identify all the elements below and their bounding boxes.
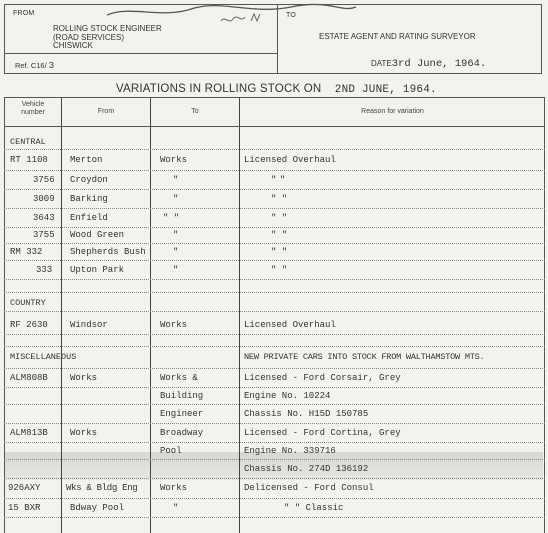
ref-value: 3 (48, 61, 55, 71)
row-rule (4, 292, 545, 293)
row-rule (4, 260, 545, 261)
section-heading: COUNTRY (10, 298, 46, 308)
row-rule (4, 149, 545, 150)
vehicle-number: RM 332 (10, 247, 43, 257)
vehicle-number: 3755 (33, 230, 55, 240)
row-rule (4, 170, 545, 171)
title-text: VARIATIONS IN ROLLING STOCK ON (116, 83, 322, 95)
vehicle-number: 926AXY (8, 483, 41, 493)
from-cell: Enfield (70, 213, 108, 223)
reason-cell: Licensed - Ford Corsair, Grey (244, 373, 401, 383)
column-rule (61, 97, 62, 533)
row-rule (4, 404, 545, 405)
from-cell: Wks & Bldg Eng (66, 483, 138, 493)
to-cell: Works (160, 155, 188, 165)
to-cell: Works (160, 483, 188, 493)
to-value: ESTATE AGENT AND RATING SURVEYOR (319, 32, 476, 41)
title-date: 2ND JUNE, 1964. (334, 84, 437, 96)
vehicle-number: 15 BXR (8, 503, 41, 513)
vehicle-number: ALM813B (10, 428, 48, 438)
header-row-rule (4, 126, 545, 127)
header-box (4, 4, 542, 74)
reason-cell: Licensed Overhaul (244, 155, 336, 165)
to-cell: " (173, 175, 179, 185)
to-cell: Engineer (160, 409, 204, 419)
row-rule (4, 208, 545, 209)
from-cell: Works (70, 428, 98, 438)
row-rule (4, 498, 545, 499)
row-rule (4, 243, 545, 244)
to-cell: " (173, 265, 179, 275)
handwritten-annotation (101, 1, 361, 27)
row-rule (4, 423, 545, 424)
reason-cell: " " (271, 213, 288, 223)
reason-cell: " " (271, 175, 286, 185)
vehicle-number: RT 1108 (10, 155, 48, 165)
row-rule (4, 346, 545, 347)
to-cell: Works & (160, 373, 198, 383)
section-heading: CENTRAL (10, 137, 46, 147)
vehicle-number: 333 (36, 265, 53, 275)
section-heading: MISCELLANEOUS (10, 352, 77, 362)
to-cell: Building (160, 391, 204, 401)
reason-cell: " " (271, 265, 288, 275)
from-cell: Merton (70, 155, 103, 165)
date-value: 3rd June, 1964. (391, 58, 487, 70)
reason-cell: Licensed Overhaul (244, 320, 336, 330)
vehicle-number: ALM808B (10, 373, 48, 383)
reason-cell: Chassis No. 274D 136192 (244, 464, 369, 474)
reason-cell: Chassis No. H15D 150785 (244, 409, 369, 419)
from-line-2: (ROAD SERVICES) (53, 32, 124, 42)
from-cell: Windsor (70, 320, 108, 330)
ref-label: Ref. C16/ (15, 61, 47, 70)
from-line-3: CHISWICK (53, 41, 93, 50)
reason-cell: NEW PRIVATE CARS INTO STOCK FROM WALTHAMSTOW MTS. (244, 352, 485, 362)
date-field (371, 58, 486, 70)
column-header-to: To (191, 108, 199, 115)
from-label: FROM (13, 10, 35, 17)
vehicle-number: 3009 (33, 194, 55, 204)
reason-cell: " " (271, 247, 288, 257)
ref-field (15, 61, 54, 71)
to-cell: Broadway (160, 428, 204, 438)
row-rule (4, 334, 545, 335)
row-rule (4, 311, 545, 312)
row-rule (4, 368, 545, 369)
to-cell: " (173, 503, 179, 513)
reason-cell: " " (271, 194, 288, 204)
to-cell: " " (163, 213, 180, 223)
header-ref-divider (5, 53, 277, 54)
from-address (53, 25, 162, 51)
row-rule (4, 442, 545, 443)
from-line-1: ROLLING STOCK ENGINEER (53, 24, 162, 33)
from-cell: Barking (70, 194, 108, 204)
to-cell: " (173, 247, 179, 257)
page-title (116, 83, 437, 96)
reason-cell: Engine No. 10224 (244, 391, 331, 401)
from-cell: Upton Park (70, 265, 125, 275)
vehicle-number: 3643 (33, 213, 55, 223)
to-cell: Pool (160, 446, 182, 456)
to-cell: " (173, 230, 179, 240)
to-label: TO (286, 12, 296, 19)
reason-cell: " " (271, 230, 288, 240)
vehicle-number: 3756 (33, 175, 55, 185)
reason-cell: " " Classic (284, 503, 344, 513)
row-rule (4, 387, 545, 388)
column-header-vehicle: Vehicle number (21, 101, 45, 116)
reason-cell: Engine No. 339716 (244, 446, 336, 456)
date-label: DATE (371, 59, 392, 68)
column-rule (150, 97, 151, 533)
from-cell: Bdway Pool (70, 503, 125, 513)
from-cell: Wood Green (70, 230, 125, 240)
vehicle-number: RF 2630 (10, 320, 48, 330)
column-header-from: From (97, 108, 115, 115)
row-rule (4, 478, 545, 479)
row-rule (4, 227, 545, 228)
from-cell: Shepherds Bush (70, 247, 146, 257)
column-rule (239, 97, 240, 533)
row-rule (4, 517, 545, 518)
to-cell: " (173, 194, 179, 204)
column-header-reason: Reason for variation (361, 108, 424, 115)
row-rule (4, 279, 545, 280)
reason-cell: Delicensed - Ford Consul (244, 483, 374, 493)
row-rule (4, 189, 545, 190)
reason-cell: Licensed - Ford Cortina, Grey (244, 428, 401, 438)
row-rule (4, 459, 545, 460)
from-cell: Croydon (70, 175, 108, 185)
from-cell: Works (70, 373, 98, 383)
to-cell: Works (160, 320, 188, 330)
